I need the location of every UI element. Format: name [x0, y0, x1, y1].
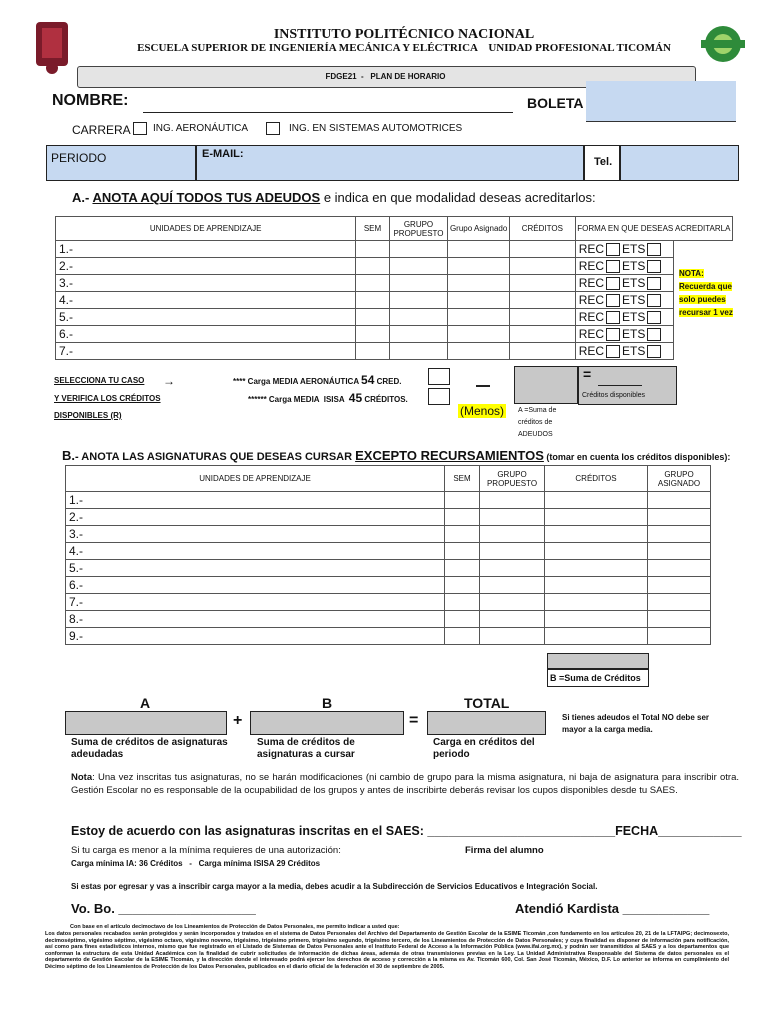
adeudo-row: [56, 343, 733, 360]
total-label: TOTAL: [464, 695, 510, 711]
firma-label: Firma del alumno: [465, 845, 544, 856]
tel-field[interactable]: [620, 145, 739, 181]
creditos-cell[interactable]: [545, 560, 648, 577]
asignatura-row: [66, 611, 711, 628]
adeudo-row: [56, 292, 733, 309]
grupo-propuesto-cell[interactable]: [389, 275, 448, 292]
adeudos-table: [55, 216, 733, 360]
col-grupo-asignado-b: GRUPO ASIGNADO: [648, 466, 711, 492]
ets-checkbox[interactable]: [647, 294, 661, 307]
forma-cell: [575, 258, 673, 275]
rec-checkbox[interactable]: [606, 328, 620, 341]
adeudo-row: [56, 241, 733, 258]
automotrices-label: ING. EN SISTEMAS AUTOMOTRICES: [289, 123, 463, 134]
equals-sign: =: [409, 712, 419, 729]
adeudo-row: [56, 258, 733, 275]
forma-cell: [575, 292, 673, 309]
total-field[interactable]: [427, 711, 546, 735]
rec-label: REC: [578, 309, 605, 324]
rec-label: REC: [578, 292, 605, 307]
col-unidades-b: UNIDADES DE APRENDIZAJE: [66, 466, 445, 492]
min-carga-values: Carga mínima IA: 36 Créditos - Carga mínima ISISA 29 Créditos: [71, 859, 321, 868]
row-number[interactable]: 8.-: [66, 611, 445, 628]
rec-checkbox[interactable]: [606, 311, 620, 324]
grupo-asignado-cell[interactable]: [448, 275, 510, 292]
egresar-text: Si estas por egresar y vas a inscribir carga mayor a la media, debes acudir a la Subdirección de Servicios Educativos e Integración Social.: [71, 882, 598, 891]
grupo-asignado-cell[interactable]: [448, 326, 510, 343]
ets-label: ETS: [622, 309, 646, 324]
grupo-propuesto-cell[interactable]: [480, 611, 545, 628]
disponibles-text: Créditos disponibles: [582, 392, 646, 399]
sem-cell[interactable]: [356, 343, 389, 360]
col-creditos: CRÉDITOS: [509, 217, 575, 241]
forma-cell: [575, 275, 673, 292]
total-a-label: A: [140, 695, 151, 711]
nombre-field[interactable]: [143, 111, 513, 113]
col-grupo-propuesto: GRUPO PROPUESTO: [389, 217, 448, 241]
total-b-label: B: [322, 695, 333, 711]
adeudo-row: [56, 309, 733, 326]
row-number[interactable]: 4.-: [66, 543, 445, 560]
grupo-asignado-cell[interactable]: [448, 258, 510, 275]
row-number[interactable]: 5.-: [66, 560, 445, 577]
grupo-propuesto-cell[interactable]: [480, 526, 545, 543]
grupo-propuesto-cell[interactable]: [480, 543, 545, 560]
boleta-field[interactable]: [586, 81, 736, 122]
row-number[interactable]: 4.-: [56, 292, 356, 309]
asignatura-row: [66, 543, 711, 560]
suma-a-label: A =Suma de créditos de ADEUDOS: [518, 407, 557, 438]
grupo-asignado-cell[interactable]: [648, 628, 711, 645]
asignatura-row: [66, 509, 711, 526]
periodo-label: PERIODO: [51, 151, 107, 165]
grupo-propuesto-cell[interactable]: [389, 326, 448, 343]
creditos-cell[interactable]: [509, 258, 575, 275]
ets-checkbox[interactable]: [647, 311, 661, 324]
verifica-label: Y VERIFICA LOS CRÉDITOS: [54, 394, 161, 403]
total-note: Si tienes adeudos el Total NO debe ser mayor a la carga media.: [562, 713, 710, 734]
section-a-title: A.- ANOTA AQUÍ TODOS TUS ADEUDOS e indica en que modalidad deseas acreditarlos:: [72, 190, 596, 205]
asignatura-row: [66, 594, 711, 611]
asignaturas-table: [65, 465, 711, 645]
creditos-cell[interactable]: [545, 611, 648, 628]
row-number[interactable]: 6.-: [66, 577, 445, 594]
grupo-asignado-cell[interactable]: [648, 492, 711, 509]
rec-checkbox[interactable]: [606, 345, 620, 358]
grupo-propuesto-cell[interactable]: [389, 343, 448, 360]
rec-checkbox[interactable]: [606, 294, 620, 307]
row-number[interactable]: 7.-: [56, 343, 356, 360]
legal-intro: Con base en el artículo decimoctavo de los Lineamientos de Protección de Datos Personales, me permito indicar a usted que:: [70, 924, 400, 930]
aeronautica-checkbox[interactable]: [133, 122, 147, 135]
menos-label: (Menos): [460, 404, 505, 418]
forma-cell: [575, 326, 673, 343]
grupo-asignado-cell[interactable]: [448, 241, 510, 258]
sem-cell[interactable]: [356, 292, 389, 309]
adeudo-row: [56, 326, 733, 343]
grupo-asignado-cell[interactable]: [648, 577, 711, 594]
plus-sign: +: [233, 712, 243, 729]
grupo-propuesto-cell[interactable]: [389, 258, 448, 275]
row-number[interactable]: 2.-: [56, 258, 356, 275]
grupo-propuesto-cell[interactable]: [480, 594, 545, 611]
grupo-asignado-cell[interactable]: [648, 611, 711, 628]
sem-cell[interactable]: [356, 309, 389, 326]
rec-label: REC: [578, 275, 605, 290]
asignatura-row: [66, 492, 711, 509]
carga-isisa: ****** Carga MEDIA ISISA 45 CRÉDITOS.: [248, 391, 408, 405]
min-carga-text: Si tu carga es menor a la mínima requieres de una autorización:: [71, 845, 341, 856]
ets-checkbox[interactable]: [647, 260, 661, 273]
legal-text: Los datos personales recabados serán protegidos y serán incorporados y tratados en el sistema de Datos Personales del Archivo del Departamento de Gestión Escolar de la ESIME Ticomán ,con fundamento en los artículos 20, 21 de la LFTAIPG; decimosexto, decimoséptimo, vigésimo séptimo, vigésimo octavo, vigésimo noveno, trigésimo, trigésimo primero, trigésimo segundo, trigésimo tercero, de los Lineamientos de Protección de Datos Personales; y cuya finalidad es disponer de información para notificación, así como para fines estadísticos internos, mismo que fue registrado en el Listado de Sistemas de Datos Personales ante el Instituto Federal de Acceso a la Información Pública (www.ifai.org.mx), y podrán ser transmitidos al SAES y a los departamentos que conforman la estructura de esta Unidad Académica con la finalidad de cubrir solicitudes de información de dichas áreas, además de otras transmisiones previas en la Ley. La Unidad Administrativa Responsable del Sistema de datos personales es el departamento de Gestión Escolar de la ESIME Ticomán, y la dirección donde el interesado podrá ejercer los derechos de acceso y corrección a la misma es Av. Ticomán 600, Col. San José Ticomán, México, D.F. Lo anterior se informa en cumplimiento del Décimo séptimo de los Lineamientos de Protección de los Datos Personales, publicados en el diario oficial de la federación el 30 de septiembre de 2005.: [45, 931, 729, 970]
isisa-checkbox[interactable]: [428, 388, 450, 405]
aeronautica-label: ING. AERONÁUTICA: [153, 123, 249, 134]
ets-checkbox[interactable]: [647, 345, 661, 358]
grupo-propuesto-cell[interactable]: [480, 628, 545, 645]
rec-label: REC: [578, 343, 605, 358]
suma-b-field[interactable]: [547, 653, 649, 669]
grupo-asignado-cell[interactable]: [448, 309, 510, 326]
grupo-propuesto-cell[interactable]: [480, 560, 545, 577]
creditos-cell[interactable]: [545, 594, 648, 611]
asignatura-row: [66, 577, 711, 594]
grupo-propuesto-cell[interactable]: [480, 509, 545, 526]
col-forma: FORMA EN QUE DESEAS ACREDITARLA: [575, 217, 732, 241]
tel-label: Tel.: [594, 156, 613, 168]
sem-cell[interactable]: [356, 326, 389, 343]
institute-title: INSTITUTO POLITÉCNICO NACIONAL: [273, 27, 535, 42]
acuerdo-line[interactable]: Estoy de acuerdo con las asignaturas inscritas en el SAES: ___________________________FECHA____________: [71, 824, 742, 838]
grupo-propuesto-cell[interactable]: [389, 241, 448, 258]
total-a-field[interactable]: [65, 711, 227, 735]
suma-b-label: B =Suma de Créditos: [547, 669, 649, 687]
total-a-desc: Suma de créditos de asignaturas adeudadas: [71, 737, 228, 760]
rec-label: REC: [578, 326, 605, 341]
ets-label: ETS: [622, 292, 646, 307]
sem-cell[interactable]: [445, 594, 480, 611]
disponibles-input[interactable]: [598, 385, 642, 386]
sem-cell[interactable]: [356, 258, 389, 275]
nota-recursar: NOTA: Recuerda que solo puedes recursar 1 vez: [679, 269, 733, 317]
col-creditos-b: CRÉDITOS: [545, 466, 648, 492]
minus-sign: [476, 385, 490, 387]
creditos-cell[interactable]: [509, 326, 575, 343]
aero-checkbox[interactable]: [428, 368, 450, 385]
ets-label: ETS: [622, 275, 646, 290]
email-label: E-MAIL:: [202, 148, 244, 160]
rec-checkbox[interactable]: [606, 260, 620, 273]
forma-cell: [575, 343, 673, 360]
row-number[interactable]: 1.-: [66, 492, 445, 509]
arrow-right-icon: →: [163, 374, 175, 388]
ets-label: ETS: [622, 326, 646, 341]
grupo-propuesto-cell[interactable]: [480, 492, 545, 509]
creditos-cell[interactable]: [545, 543, 648, 560]
creditos-cell[interactable]: [509, 275, 575, 292]
ets-label: ETS: [622, 343, 646, 358]
ets-checkbox[interactable]: [647, 277, 661, 290]
creditos-cell[interactable]: [509, 241, 575, 258]
grupo-asignado-cell[interactable]: [648, 543, 711, 560]
row-number[interactable]: 9.-: [66, 628, 445, 645]
creditos-cell[interactable]: [545, 628, 648, 645]
total-b-field[interactable]: [250, 711, 404, 735]
row-number[interactable]: 7.-: [66, 594, 445, 611]
adeudo-row: [56, 275, 733, 292]
grupo-propuesto-cell[interactable]: [480, 577, 545, 594]
col-sem: SEM: [356, 217, 389, 241]
grupo-asignado-cell[interactable]: [648, 560, 711, 577]
col-sem-b: SEM: [445, 466, 480, 492]
sem-cell[interactable]: [445, 577, 480, 594]
ets-checkbox[interactable]: [647, 243, 661, 256]
form-title: FDGE21 - PLAN DE HORARIO: [325, 72, 446, 81]
disponibles-eq: =: [583, 366, 592, 382]
row-number[interactable]: 3.-: [66, 526, 445, 543]
nombre-label: NOMBRE:: [52, 92, 129, 109]
row-number[interactable]: 5.-: [56, 309, 356, 326]
rec-label: REC: [578, 241, 605, 256]
grupo-asignado-cell[interactable]: [448, 343, 510, 360]
grupo-asignado-cell[interactable]: [448, 292, 510, 309]
school-title: ESCUELA SUPERIOR DE INGENIERÍA MECÁNICA Y ELÉCTRICA UNIDAD PROFESIONAL TICOMÁN: [137, 42, 671, 54]
col-unidades: UNIDADES DE APRENDIZAJE: [56, 217, 356, 241]
grupo-asignado-cell[interactable]: [648, 526, 711, 543]
creditos-cell[interactable]: [545, 509, 648, 526]
creditos-cell[interactable]: [509, 292, 575, 309]
asignatura-row: [66, 526, 711, 543]
row-number[interactable]: 1.-: [56, 241, 356, 258]
nota-paragraph: Nota: Una vez inscritas tus asignaturas, no se harán modificaciones (ni cambio de grupo para la misma asignatura, ni baja de asignatura para inscribir otra. Gestión Escolar no es responsable de la ocupabilidad de los grupos y antes de inscribirte deberás revisar los cupos disponibles desde tu SAES.: [71, 772, 739, 796]
sem-cell[interactable]: [445, 492, 480, 509]
sem-cell[interactable]: [445, 628, 480, 645]
grupo-propuesto-cell[interactable]: [389, 292, 448, 309]
kardista-line[interactable]: Atendió Kardista ____________: [515, 901, 710, 916]
section-b-title: B.- ANOTA LAS ASIGNATURAS QUE DESEAS CURSAR EXCEPTO RECURSAMIENTOS (tomar en cuenta los créditos disponibles):: [62, 448, 731, 463]
grupo-asignado-cell[interactable]: [648, 509, 711, 526]
selecciona-label: SELECCIONA TU CASO: [54, 376, 145, 385]
ets-label: ETS: [622, 241, 646, 256]
grupo-propuesto-cell[interactable]: [389, 309, 448, 326]
disponibles-label: DISPONIBLES (R): [54, 411, 122, 420]
col-grupo-propuesto-b: GRUPO PROPUESTO: [480, 466, 545, 492]
rec-checkbox[interactable]: [606, 277, 620, 290]
total-desc: Carga en créditos del periodo: [433, 737, 535, 760]
forma-cell: [575, 309, 673, 326]
grupo-asignado-cell[interactable]: [648, 594, 711, 611]
vobo-line[interactable]: Vo. Bo. ___________________: [71, 901, 256, 916]
boleta-label: BOLETA: [527, 95, 584, 111]
total-b-desc: Suma de créditos de asignaturas a cursar: [257, 737, 355, 760]
sem-cell[interactable]: [356, 241, 389, 258]
sem-cell[interactable]: [445, 509, 480, 526]
rec-label: REC: [578, 258, 605, 273]
creditos-cell[interactable]: [509, 309, 575, 326]
row-number[interactable]: 3.-: [56, 275, 356, 292]
sem-cell[interactable]: [356, 275, 389, 292]
creditos-cell[interactable]: [545, 526, 648, 543]
sem-cell[interactable]: [445, 560, 480, 577]
ets-checkbox[interactable]: [647, 328, 661, 341]
sem-cell[interactable]: [445, 543, 480, 560]
asignatura-row: [66, 628, 711, 645]
automotrices-checkbox[interactable]: [266, 122, 280, 135]
forma-cell: [575, 241, 673, 258]
carga-aero: **** Carga MEDIA AERONÁUTICA 54 CRED.: [233, 373, 402, 387]
creditos-cell[interactable]: [545, 577, 648, 594]
rec-checkbox[interactable]: [606, 243, 620, 256]
creditos-cell[interactable]: [509, 343, 575, 360]
col-grupo-asignado: Grupo Asignado: [448, 217, 510, 241]
carrera-label: CARRERA: [72, 123, 131, 137]
suma-a-field[interactable]: [514, 366, 578, 404]
sem-cell[interactable]: [445, 611, 480, 628]
row-number[interactable]: 6.-: [56, 326, 356, 343]
creditos-cell[interactable]: [545, 492, 648, 509]
row-number[interactable]: 2.-: [66, 509, 445, 526]
sem-cell[interactable]: [445, 526, 480, 543]
ets-label: ETS: [622, 258, 646, 273]
email-field[interactable]: [196, 145, 584, 181]
asignatura-row: [66, 560, 711, 577]
